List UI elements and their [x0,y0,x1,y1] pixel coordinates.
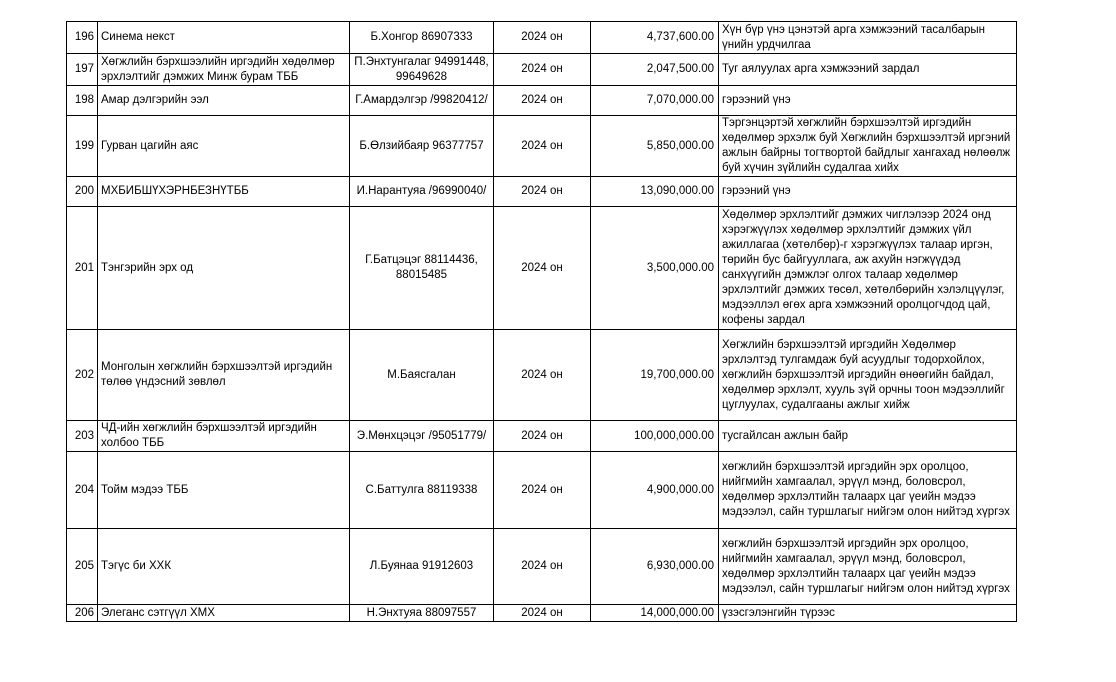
grants-table [66,21,1017,622]
table-row [67,54,1017,86]
year-cell[interactable]: 2024 он [494,452,591,529]
contact-cell[interactable]: Э.Мөнхцэцэг /95051779/ [350,421,494,452]
year-cell[interactable]: 2024 он [494,605,591,622]
year-cell[interactable]: 2024 он [494,330,591,421]
amount-cell[interactable]: 3,500,000.00 [591,207,719,330]
amount-cell[interactable]: 19,700,000.00 [591,330,719,421]
row-number-cell[interactable]: 199 [67,116,98,177]
organization-name-cell[interactable]: Тэнгэрийн эрх од [98,207,350,330]
row-number-cell[interactable]: 204 [67,452,98,529]
grants-table-body [67,22,1017,622]
purpose-cell[interactable]: Хөдөлмөр эрхлэлтийг дэмжих чиглэлээр 2024 онд хэрэгжүүлэх хөдөлмөр эрхлэлтийг дэмжих үйл ажиллагаа (хөтөлбөр)-г хэрэгжүүлэх талаар иргэн, төрийн бус байгууллага, аж ахуйн нэгжүүдэд санхүүгийн дэмжлэг олгох талаар хөдөлмөр эрхлэлтийг дэмжих төсөл, хөтөлбөрийн хэлэлцүүлэг, мэдээллэл өгөх арга хэмжээний оролцогчдод цай, кофены зардал [719,207,1017,330]
table-row [67,22,1017,54]
table-row [67,177,1017,207]
contact-cell[interactable]: Г.Батцэцэг 88114436, 88015485 [350,207,494,330]
contact-cell[interactable]: С.Баттулга 88119338 [350,452,494,529]
year-cell[interactable]: 2024 он [494,177,591,207]
table-row [67,207,1017,330]
organization-name-cell[interactable]: Элеганс сэтгүүл ХМХ [98,605,350,622]
organization-name-cell[interactable]: Тэгүс би ХХК [98,529,350,605]
table-row [67,330,1017,421]
contact-cell[interactable]: М.Баясгалан [350,330,494,421]
purpose-cell[interactable]: тусгайлсан ажлын байр [719,421,1017,452]
year-cell[interactable]: 2024 он [494,86,591,116]
organization-name-cell[interactable]: Синема некст [98,22,350,54]
table-row [67,421,1017,452]
table-row [67,86,1017,116]
amount-cell[interactable]: 100,000,000.00 [591,421,719,452]
purpose-cell[interactable]: Туг аялуулах арга хэмжээний зардал [719,54,1017,86]
row-number-cell[interactable]: 198 [67,86,98,116]
amount-cell[interactable]: 13,090,000.00 [591,177,719,207]
row-number-cell[interactable]: 197 [67,54,98,86]
organization-name-cell[interactable]: Амар дэлгэрийн ээл [98,86,350,116]
contact-cell[interactable]: Б.Өлзийбаяр 96377757 [350,116,494,177]
row-number-cell[interactable]: 196 [67,22,98,54]
amount-cell[interactable]: 4,900,000.00 [591,452,719,529]
table-row [67,452,1017,529]
row-number-cell[interactable]: 203 [67,421,98,452]
contact-cell[interactable]: Б.Хонгор 86907333 [350,22,494,54]
row-number-cell[interactable]: 200 [67,177,98,207]
amount-cell[interactable]: 7,070,000.00 [591,86,719,116]
contact-cell[interactable]: Г.Амардэлгэр /99820412/ [350,86,494,116]
purpose-cell[interactable]: гэрээний үнэ [719,177,1017,207]
purpose-cell[interactable]: хөгжлийн бэрхшээлтэй иргэдийн эрх оролцоо, нийгмийн хамгаалал, эрүүл мэнд, боловсрол, хөдөлмөр эрхлэлтийн талаарх цаг үеийн мэдээ мэдээлэл, сайн туршлагыг нийгэм олон нийтэд хүргэх [719,452,1017,529]
row-number-cell[interactable]: 206 [67,605,98,622]
row-number-cell[interactable]: 201 [67,207,98,330]
purpose-cell[interactable]: хөгжлийн бэрхшээлтэй иргэдийн эрх оролцоо, нийгмийн хамгаалал, эрүүл мэнд, боловсрол, хөдөлмөр эрхлэлтийн талаарх цаг үеийн мэдээ мэдээлэл, сайн туршлагыг нийгэм олон нийтэд хүргэх [719,529,1017,605]
contact-cell[interactable]: Л.Буянаа 91912603 [350,529,494,605]
year-cell[interactable]: 2024 он [494,207,591,330]
organization-name-cell[interactable]: Гурван цагийн аяс [98,116,350,177]
year-cell[interactable]: 2024 он [494,116,591,177]
amount-cell[interactable]: 2,047,500.00 [591,54,719,86]
amount-cell[interactable]: 6,930,000.00 [591,529,719,605]
row-number-cell[interactable]: 205 [67,529,98,605]
purpose-cell[interactable]: Тэргэнцэртэй хөгжлийн бэрхшээлтэй иргэдийн хөдөлмөр эрхэлж буй Хөгжлийн бэрхшээлтэй иргэний ажлын байрны тогтвортой байдлыг хангахад нөлөөлж буй хүчин зүйлийн судалгаа хийх [719,116,1017,177]
organization-name-cell[interactable]: Хөгжлийн бэрхшээлийн иргэдийн хөдөлмөр эрхлэлтийг дэмжих Минж бурам ТББ [98,54,350,86]
organization-name-cell[interactable]: Монголын хөгжлийн бэрхшээлтэй иргэдийн төлөө үндэсний зөвлөл [98,330,350,421]
purpose-cell[interactable]: үзэсгэлэнгийн түрээс [719,605,1017,622]
contact-cell[interactable]: И.Нарантуяа /96990040/ [350,177,494,207]
organization-name-cell[interactable]: МХБИБШҮХЭРНБЕЗНҮТББ [98,177,350,207]
year-cell[interactable]: 2024 он [494,22,591,54]
purpose-cell[interactable]: гэрээний үнэ [719,86,1017,116]
organization-name-cell[interactable]: ЧД-ийн хөгжлийн бэрхшээлтэй иргэдийн холбоо ТББ [98,421,350,452]
contact-cell[interactable]: П.Энхтунгалаг 94991448, 99649628 [350,54,494,86]
purpose-cell[interactable]: Хөгжлийн бэрхшээлтэй иргэдийн Хөдөлмөр эрхлэлтэд тулгамдаж буй асуудлыг тодорхойлох, хөгжлийн бэрхшээлтэй иргэдийн өнөөгийн байдал, хөдөлмөр эрхлэлт, хууль зүй орчны тоон мэдээллийг цуглуулах, судалгааны ажлыг хийж [719,330,1017,421]
table-row [67,529,1017,605]
purpose-cell[interactable]: Хүн бүр үнэ цэнэтэй арга хэмжээний тасалбарын үнийн урдчилгаа [719,22,1017,54]
table-row [67,605,1017,622]
amount-cell[interactable]: 14,000,000.00 [591,605,719,622]
year-cell[interactable]: 2024 он [494,54,591,86]
amount-cell[interactable]: 4,737,600.00 [591,22,719,54]
row-number-cell[interactable]: 202 [67,330,98,421]
amount-cell[interactable]: 5,850,000.00 [591,116,719,177]
contact-cell[interactable]: Н.Энхтуяа 88097557 [350,605,494,622]
organization-name-cell[interactable]: Тойм мэдээ ТББ [98,452,350,529]
year-cell[interactable]: 2024 он [494,421,591,452]
table-row [67,116,1017,177]
year-cell[interactable]: 2024 он [494,529,591,605]
